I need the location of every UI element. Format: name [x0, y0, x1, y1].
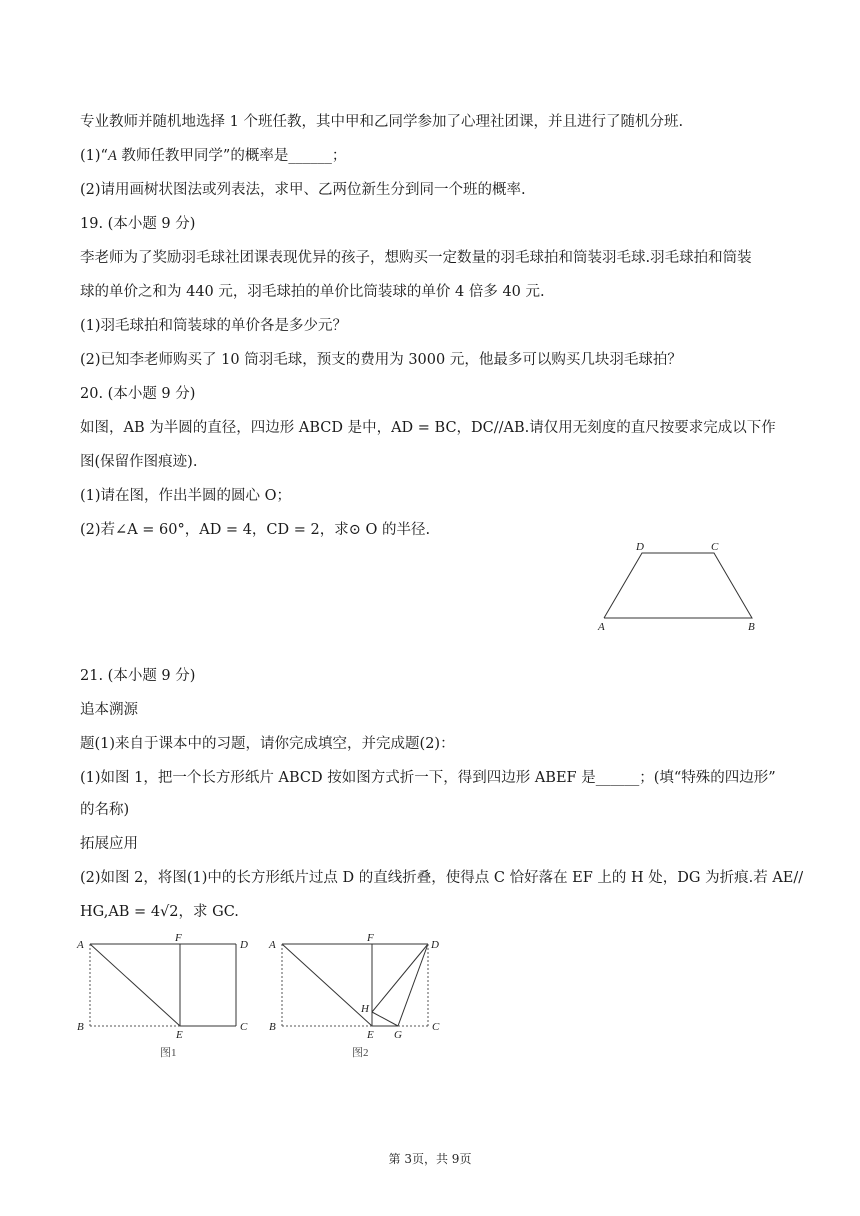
figure-1 — [72, 932, 258, 1064]
q18-text-line: 专业教师并随机地选择 1 个班任教，其中甲和乙同学参加了心理社团课，并且进行了随机分班. — [80, 114, 684, 130]
label-e: E — [367, 1029, 374, 1041]
label-a: A — [77, 939, 84, 951]
label-h: H — [361, 1003, 369, 1015]
q21-part1-line-1: (1)如图 1，把一个长方形纸片 ABCD 按如图方式折一下，得到四边形 ABEF 是______；(填“特殊的四边形” — [80, 770, 776, 786]
q21-part2-line-1: (2)如图 2，将图(1)中的长方形纸片过点 D 的直线折叠，使得点 C 恰好落在 EF 上的 H 处，DG 为折痕.若 AE// — [80, 870, 804, 886]
trapezoid-outline — [604, 553, 752, 618]
q20-part2: (2)若∠A = 60°，AD = 4，CD = 2，求⊙ O 的半径. — [80, 522, 431, 538]
q21-intro: 题(1)来自于课本中的习题，请你完成填空，并完成题(2)： — [80, 736, 455, 752]
label-f: F — [367, 932, 374, 944]
q18-part2: (2)请用画树状图法或列表法，求甲、乙两位新生分到同一个班的概率. — [80, 182, 526, 198]
label-b: B — [748, 621, 755, 632]
q19-text-line-2: 球的单价之和为 440 元，羽毛球拍的单价比筒装球的单价 4 倍多 40 元. — [80, 284, 545, 300]
label-d: D — [240, 939, 248, 951]
figure-2 — [264, 932, 450, 1064]
q21-part2-line-2: HG,AB = 4√2，求 GC. — [80, 904, 239, 920]
q20-part1: (1)请在图，作出半圆的圆心 O； — [80, 488, 292, 504]
label-f: F — [175, 932, 182, 944]
label-d: D — [636, 541, 644, 553]
page-footer: 第 3页，共 9页 — [388, 1152, 472, 1166]
label-a: A — [598, 621, 605, 632]
label-g: G — [394, 1029, 402, 1041]
label-a: A — [269, 939, 276, 951]
q18-part1: (1)“A 教师任教甲同学”的概率是______； — [80, 148, 347, 164]
q19-heading: 19. (本小题 9 分) — [80, 216, 196, 232]
label-c: C — [711, 541, 719, 553]
q19-part2: (2)已知李老师购买了 10 筒羽毛球，预支的费用为 3000 元，他最多可以购买几块羽毛球拍？ — [80, 352, 682, 368]
q20-text-line-1: 如图，AB 为半圆的直径，四边形 ABCD 是中，AD = BC，DC//AB.请仅用无刻度的直尺按要求完成以下作 — [80, 420, 776, 436]
label-e: E — [176, 1029, 183, 1041]
trapezoid-figure — [592, 540, 768, 632]
label-b: B — [77, 1021, 84, 1033]
q19-part1: (1)羽毛球拍和筒装球的单价各是多少元？ — [80, 318, 348, 334]
label-d: D — [431, 939, 439, 951]
q19-text-line-1: 李老师为了奖励羽毛球社团课表现优异的孩子，想购买一定数量的羽毛球拍和筒装羽毛球.羽毛球拍和筒装 — [80, 250, 752, 266]
q21-subtitle-1: 追本溯源 — [80, 702, 138, 718]
figure-1-caption: 图1 — [160, 1047, 177, 1059]
q21-subtitle-2: 拓展应用 — [80, 836, 138, 852]
q21-heading: 21. (本小题 9 分) — [80, 668, 196, 684]
figure-2-caption: 图2 — [352, 1047, 369, 1059]
label-c: C — [432, 1021, 440, 1033]
label-c: C — [240, 1021, 248, 1033]
label-b: B — [269, 1021, 276, 1033]
q20-text-line-2: 图(保留作图痕迹). — [80, 454, 198, 470]
q20-heading: 20. (本小题 9 分) — [80, 386, 196, 402]
q21-part1-line-2: 的名称) — [80, 802, 130, 818]
